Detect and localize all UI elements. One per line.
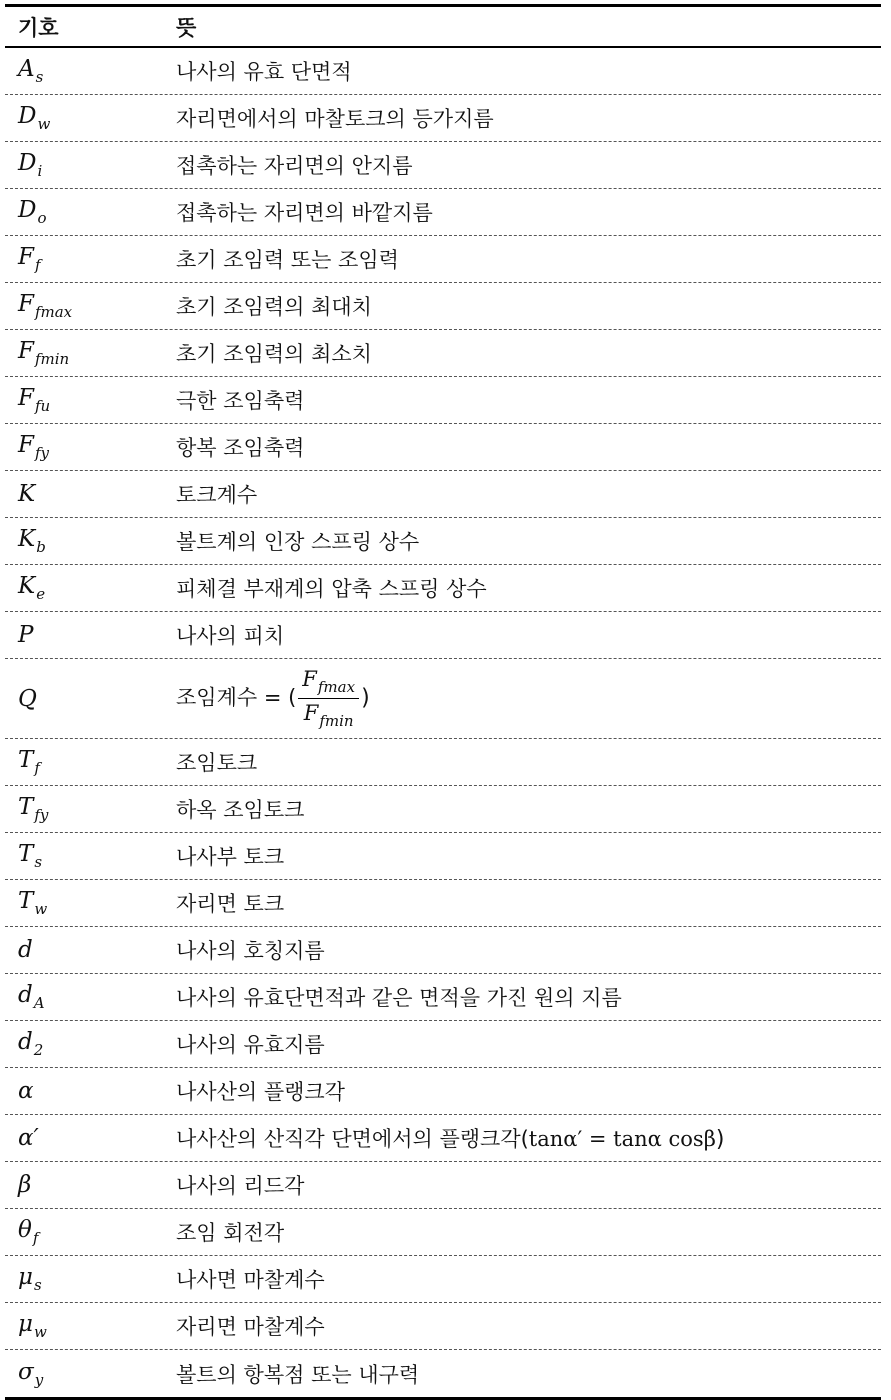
meaning-cell xyxy=(176,794,881,824)
symbol-subscript: f xyxy=(34,759,40,777)
table-row xyxy=(5,424,881,471)
symbol-cell xyxy=(5,888,176,918)
meaning-text: 나사부 토크 xyxy=(176,845,285,869)
closing-paren: ) xyxy=(715,1127,725,1152)
symbol-base: d xyxy=(18,1029,33,1055)
table-body xyxy=(5,48,881,1397)
fraction-numerator xyxy=(298,667,359,699)
symbol-cell xyxy=(5,1264,176,1294)
meaning-text: 접촉하는 자리면의 안지름 xyxy=(176,154,413,178)
symbol-cell xyxy=(5,481,176,507)
meaning-text: 나사의 유효 단면적 xyxy=(176,60,352,84)
meaning-cell xyxy=(176,1029,881,1059)
table-row xyxy=(5,880,881,927)
meaning-cell xyxy=(176,432,881,462)
meaning-text: 나사산의 산직각 단면에서의 플랭크각( xyxy=(176,1127,529,1151)
symbol-cell xyxy=(5,56,176,86)
symbol-base: K xyxy=(18,481,36,507)
symbol-base: P xyxy=(18,622,34,648)
table-row xyxy=(5,1021,881,1068)
table-row xyxy=(5,1068,881,1115)
symbol-base: θ xyxy=(18,1217,32,1243)
symbol-subscript: A xyxy=(33,994,45,1012)
symbol-base: T xyxy=(18,794,34,820)
denominator-subscript: fmin xyxy=(319,712,354,730)
symbol-base: T xyxy=(18,747,34,773)
table-row xyxy=(5,833,881,880)
table-row xyxy=(5,142,881,189)
table-row xyxy=(5,48,881,95)
table-row xyxy=(5,1162,881,1209)
symbol-base: F xyxy=(18,291,34,317)
symbol-subscript: b xyxy=(36,538,46,556)
symbol-base: F xyxy=(18,385,34,411)
table-row xyxy=(5,1209,881,1256)
symbol-table xyxy=(5,4,881,1400)
meaning-cell xyxy=(176,385,881,415)
symbol-base: F xyxy=(18,432,34,458)
table-row xyxy=(5,518,881,565)
symbol-base: α′ xyxy=(18,1125,39,1151)
meaning-cell xyxy=(176,479,881,509)
meaning-cell xyxy=(176,197,881,227)
meaning-text: 나사의 피치 xyxy=(176,624,285,648)
table-row xyxy=(5,565,881,612)
meaning-cell xyxy=(176,1264,881,1294)
meaning-cell xyxy=(176,747,881,777)
symbol-base: d xyxy=(18,982,33,1008)
symbol-subscript: fmax xyxy=(34,303,73,321)
meaning-text: 자리면에서의 마찰토크의 등가지름 xyxy=(176,107,494,131)
numerator-base: F xyxy=(302,667,317,691)
symbol-subscript: 2 xyxy=(33,1041,44,1059)
symbol-subscript: e xyxy=(36,585,46,603)
meaning-text: 볼트의 항복점 또는 내구력 xyxy=(176,1362,420,1387)
symbol-base: σ xyxy=(18,1358,34,1385)
symbol-cell xyxy=(5,794,176,824)
table-row xyxy=(5,95,881,142)
symbol-base: T xyxy=(18,841,34,867)
symbol-base: D xyxy=(18,103,37,129)
meaning-text: 초기 조임력의 최대치 xyxy=(176,295,372,319)
meaning-text: 조임계수 = ( xyxy=(176,685,297,710)
meaning-cell xyxy=(176,620,881,650)
symbol-cell xyxy=(5,1217,176,1247)
table-row xyxy=(5,1350,881,1397)
meaning-cell xyxy=(176,291,881,321)
symbol-cell xyxy=(5,150,176,180)
meaning-text: 항복 조임축력 xyxy=(176,436,305,460)
symbol-subscript: fu xyxy=(34,397,51,415)
meaning-cell xyxy=(176,1359,881,1389)
meaning-cell xyxy=(176,935,881,965)
meaning-text: 자리면 마찰계수 xyxy=(176,1315,325,1339)
symbol-cell xyxy=(5,432,176,462)
symbol-base: μ xyxy=(18,1264,33,1290)
meaning-text: 볼트계의 인장 스프링 상수 xyxy=(176,530,420,554)
meaning-text: 나사의 유효지름 xyxy=(176,1033,325,1057)
closing-paren: ) xyxy=(361,685,370,711)
table-header xyxy=(5,7,881,46)
symbol-cell xyxy=(5,1029,176,1059)
symbol-base: Q xyxy=(18,685,37,712)
symbol-cell xyxy=(5,1172,176,1198)
symbol-subscript: fmin xyxy=(34,350,70,368)
header-symbol: 기호 xyxy=(18,15,59,40)
symbol-cell xyxy=(5,244,176,274)
meaning-text: 피체결 부재계의 압축 스프링 상수 xyxy=(176,577,487,601)
meaning-cell xyxy=(176,1311,881,1341)
symbol-subscript: f xyxy=(34,256,41,274)
table-row xyxy=(5,189,881,236)
symbol-base: F xyxy=(18,244,34,270)
numerator-subscript: fmax xyxy=(317,678,356,696)
symbol-base: D xyxy=(18,197,37,223)
symbol-subscript: s xyxy=(33,1276,42,1294)
symbol-cell xyxy=(5,1359,176,1389)
meaning-text: 토크계수 xyxy=(176,483,258,507)
meaning-cell xyxy=(176,1123,881,1153)
symbol-cell xyxy=(5,841,176,871)
meaning-cell xyxy=(176,1170,881,1200)
symbol-base: d xyxy=(18,937,33,963)
meaning-text: 나사의 리드각 xyxy=(176,1174,305,1198)
meaning-cell xyxy=(176,244,881,274)
symbol-cell xyxy=(5,1125,176,1151)
equation: tanα′ = tanα cosβ xyxy=(528,1127,716,1151)
meaning-cell xyxy=(176,888,881,918)
table-row xyxy=(5,739,881,786)
meaning-text: 나사산의 플랭크각 xyxy=(176,1080,345,1104)
meaning-text: 조임 회전각 xyxy=(176,1221,285,1245)
table-row xyxy=(5,659,881,739)
symbol-cell xyxy=(5,982,176,1012)
table-row xyxy=(5,1256,881,1303)
symbol-cell xyxy=(5,526,176,556)
symbol-subscript: s xyxy=(34,853,43,871)
symbol-cell xyxy=(5,197,176,227)
symbol-cell xyxy=(5,686,176,712)
symbol-subscript: fy xyxy=(34,444,49,462)
symbol-base: β xyxy=(18,1172,32,1198)
table-row xyxy=(5,1115,881,1162)
symbol-cell xyxy=(5,338,176,368)
symbol-base: K xyxy=(18,526,36,552)
meaning-text: 조임토크 xyxy=(176,751,258,775)
symbol-cell xyxy=(5,291,176,321)
symbol-cell xyxy=(5,937,176,963)
table-row xyxy=(5,471,881,518)
symbol-cell xyxy=(5,1311,176,1341)
meaning-cell xyxy=(176,1076,881,1106)
fraction-denominator xyxy=(300,699,358,730)
symbol-subscript: o xyxy=(37,209,47,227)
symbol-base: μ xyxy=(18,1311,33,1337)
meaning-cell xyxy=(176,667,881,730)
symbol-subscript: fy xyxy=(34,806,49,824)
meaning-text: 접촉하는 자리면의 바깥지름 xyxy=(176,201,433,225)
table-row xyxy=(5,1303,881,1350)
meaning-text: 자리면 토크 xyxy=(176,892,285,916)
symbol-subscript: f xyxy=(32,1229,39,1247)
symbol-base: T xyxy=(18,888,34,914)
symbol-base: F xyxy=(18,338,34,364)
meaning-cell xyxy=(176,526,881,556)
meaning-text: 초기 조임력의 최소치 xyxy=(176,342,372,366)
meaning-cell xyxy=(176,1217,881,1247)
table-row xyxy=(5,974,881,1021)
meaning-cell xyxy=(176,982,881,1012)
meaning-text: 나사의 호칭지름 xyxy=(176,939,325,963)
symbol-cell xyxy=(5,747,176,777)
symbol-subscript: w xyxy=(37,115,51,133)
meaning-cell xyxy=(176,841,881,871)
table-row xyxy=(5,927,881,974)
fraction xyxy=(298,667,359,730)
symbol-base: K xyxy=(18,573,36,599)
meaning-text: 나사의 유효단면적과 같은 면적을 가진 원의 지름 xyxy=(176,986,622,1010)
symbol-cell xyxy=(5,622,176,648)
symbol-base: A xyxy=(18,56,35,82)
table-row xyxy=(5,236,881,283)
meaning-cell xyxy=(176,56,881,86)
symbol-subscript: w xyxy=(33,1323,47,1341)
meaning-cell xyxy=(176,150,881,180)
table-row xyxy=(5,283,881,330)
symbol-subscript: i xyxy=(37,162,43,180)
meaning-text: 극한 조임축력 xyxy=(176,389,305,413)
meaning-cell xyxy=(176,573,881,603)
meaning-cell xyxy=(176,103,881,133)
symbol-subscript: s xyxy=(35,68,44,86)
symbol-subscript: w xyxy=(34,900,48,918)
symbol-cell xyxy=(5,1078,176,1104)
table-row xyxy=(5,786,881,833)
meaning-text: 나사면 마찰계수 xyxy=(176,1268,325,1292)
symbol-cell xyxy=(5,385,176,415)
meaning-text: 초기 조임력 또는 조임력 xyxy=(176,248,399,272)
symbol-base: D xyxy=(18,150,37,176)
header-meaning: 뜻 xyxy=(176,15,197,40)
symbol-cell xyxy=(5,103,176,133)
denominator-base: F xyxy=(303,701,319,725)
symbol-base: α xyxy=(18,1078,34,1104)
table-row xyxy=(5,377,881,424)
table-row xyxy=(5,330,881,377)
meaning-text: 하옥 조임토크 xyxy=(176,798,305,822)
table-row xyxy=(5,612,881,659)
symbol-cell xyxy=(5,573,176,603)
symbol-subscript: y xyxy=(34,1370,44,1389)
meaning-cell xyxy=(176,338,881,368)
